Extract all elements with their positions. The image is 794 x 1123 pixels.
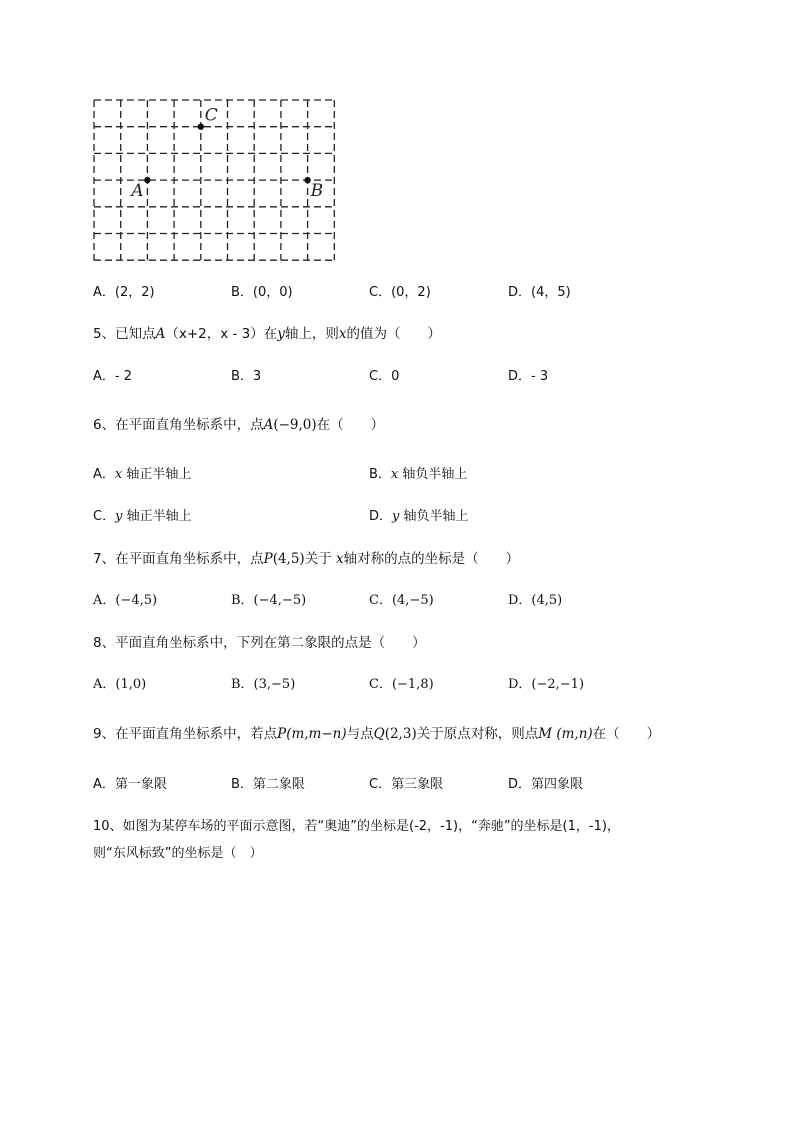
point-label-b: B xyxy=(310,181,324,202)
point-c xyxy=(198,124,204,130)
q6-option-c-text: 轴正半轴上 xyxy=(126,509,192,524)
q7-point: P xyxy=(263,551,273,567)
q9-option-d: D．第四象限 xyxy=(508,777,584,792)
q7-mid: 关于 xyxy=(304,551,332,567)
q4-option-b: B．(0，0) xyxy=(231,285,293,300)
q9-mid2: 关于原点对称，则点 xyxy=(416,726,539,742)
question-10-line-1: 10、如图为某停车场的平面示意图，若“奥迪”的坐标是(-2，-1)，“奔驰”的坐标是(1，-1)， xyxy=(93,819,620,834)
q9-mid1: 与点 xyxy=(346,726,374,742)
q7-prefix: 7、在平面直角坐标系中，点 xyxy=(93,551,264,567)
q7-option-c: C．(4,−5) xyxy=(369,593,434,608)
q6-option-d-text: 轴负半轴上 xyxy=(403,509,469,524)
q5-axis: y xyxy=(277,326,285,342)
q5-coords: （x+2，x - 3） xyxy=(165,326,264,342)
q9-option-a: A．第一象限 xyxy=(93,777,167,792)
q6-option-c-var: y xyxy=(115,509,123,524)
question-8: 8、平面直角坐标系中，下列在第二象限的点是（ ） xyxy=(93,635,426,651)
point-label-c: C xyxy=(204,105,218,126)
q6-option-b xyxy=(369,466,467,484)
q7-option-d: D．(4,5) xyxy=(508,593,563,608)
q5-var: x xyxy=(338,326,347,342)
question-6 xyxy=(93,416,384,434)
q6-option-a-text: 轴正半轴上 xyxy=(126,467,192,482)
q7-option-a: A．(−4,5) xyxy=(93,593,158,608)
q6-suffix: 在（ ） xyxy=(316,417,385,433)
question-5 xyxy=(93,325,441,343)
q9-m: M xyxy=(538,726,553,742)
q8-option-a: A．(1,0) xyxy=(93,677,147,692)
q6-option-a-var: x xyxy=(114,467,123,482)
q6-coords: (−9,0) xyxy=(273,417,317,433)
q5-option-c: C．0 xyxy=(369,369,400,384)
q7-suffix: 轴对称的点的坐标是（ ） xyxy=(343,551,520,567)
q6-option-c-letter: C． xyxy=(93,509,116,524)
grid-figure xyxy=(88,94,340,266)
q9-q: Q xyxy=(373,726,385,742)
q6-option-d xyxy=(369,508,469,526)
q6-option-b-text: 轴负半轴上 xyxy=(402,467,468,482)
q7-option-b: B．(−4,−5) xyxy=(231,593,307,608)
q9-p: P xyxy=(277,726,287,742)
q4-option-a: A．(2，2) xyxy=(93,285,155,300)
q6-option-b-letter: B． xyxy=(369,467,391,482)
q5-mid2: 轴上，则 xyxy=(284,326,339,342)
q6-option-d-letter: D． xyxy=(369,509,393,524)
q8-option-b: B．(3,−5) xyxy=(231,677,296,692)
q9-suffix: 在（ ） xyxy=(592,726,661,742)
q7-axis: x xyxy=(336,551,344,567)
q9-option-b: B．第二象限 xyxy=(231,777,305,792)
q6-point: A xyxy=(263,417,274,433)
q6-option-d-var: y xyxy=(392,509,400,524)
q7-coords: (4,5) xyxy=(272,551,305,567)
q5-prefix: 5、已知点 xyxy=(93,326,156,342)
q6-option-b-var: x xyxy=(390,467,399,482)
q9-m-coords: (m,n) xyxy=(556,726,593,742)
q5-point: A xyxy=(155,326,166,342)
q5-mid1: 在 xyxy=(263,326,278,342)
point-label-a: A xyxy=(131,181,144,202)
q9-p-coords: (m,m−n) xyxy=(286,726,347,742)
q6-prefix: 6、在平面直角坐标系中，点 xyxy=(93,417,264,433)
q5-option-b: B．3 xyxy=(231,369,262,384)
q5-suffix: 的值为（ ） xyxy=(346,326,442,342)
q9-option-c: C．第三象限 xyxy=(369,777,444,792)
q4-option-d: D．(4，5) xyxy=(508,285,571,300)
q8-option-c: C．(−1,8) xyxy=(369,677,434,692)
point-a xyxy=(144,177,150,183)
question-9 xyxy=(93,725,660,743)
q8-option-d: D．(−2,−1) xyxy=(508,677,585,692)
q6-option-a xyxy=(93,466,191,484)
q4-option-c: C．(0，2) xyxy=(369,285,431,300)
question-7 xyxy=(93,550,519,568)
q6-option-a-letter: A． xyxy=(93,467,115,482)
q5-option-d: D．- 3 xyxy=(508,369,549,384)
q9-prefix: 9、在平面直角坐标系中，若点 xyxy=(93,726,278,742)
q9-q-coords: (2,3) xyxy=(384,726,417,742)
q5-option-a: A．- 2 xyxy=(93,369,132,384)
question-10-line-2: 则“东风标致”的坐标是（ ） xyxy=(93,846,263,861)
q6-option-c xyxy=(93,508,192,526)
